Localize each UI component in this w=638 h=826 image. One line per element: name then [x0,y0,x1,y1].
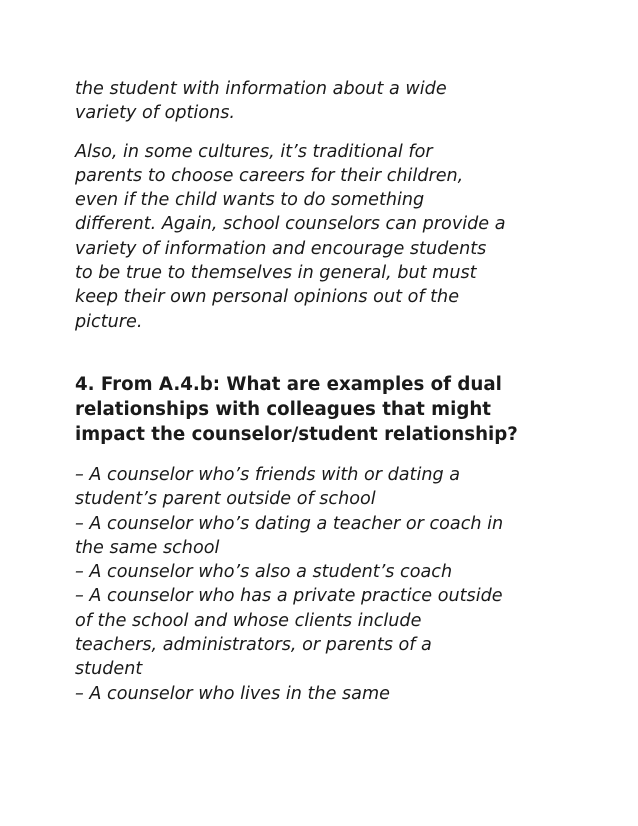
list-item: the same school [75,537,220,558]
paragraph-cultures [75,140,575,334]
text-line: picture. [75,311,143,332]
text-line: keep their own personal opinions out of the [75,287,460,308]
list-item: – A counselor who has a private practice outside [75,586,503,607]
list-item: – A counselor who’s also a student’s coach [75,562,453,583]
question-heading [75,372,575,447]
heading-line: relationships with colleagues that might [75,398,491,420]
list-item: student’s parent outside of school [75,489,376,510]
text-line: variety of information and encourage students [75,238,487,259]
answer-list [75,463,575,706]
text-line: parents to choose careers for their children, [75,165,464,186]
text-line: Also, in some cultures, it’s traditional for [75,141,433,162]
list-item: of the school and whose clients include [75,610,422,631]
text-line: to be true to themselves in general, but must [75,263,477,284]
heading-line: 4. From A.4.b: What are examples of dual [75,373,502,395]
text-line: even if the child wants to do something [75,190,425,211]
text-line: variety of options. [75,103,235,124]
paragraph-options-continued [75,77,575,126]
text-line: different. Again, school counselors can provide a [75,214,506,235]
list-item: teachers, administrators, or parents of a [75,635,432,656]
list-item: – A counselor who’s dating a teacher or coach in [75,513,504,534]
list-item: – A counselor who lives in the same [75,683,390,704]
heading-line: impact the counselor/student relationship? [75,423,518,445]
list-item: – A counselor who’s friends with or dating a [75,464,461,485]
text-line: the student with information about a wide [75,79,447,99]
list-item: student [75,659,143,680]
document-page [75,77,575,706]
